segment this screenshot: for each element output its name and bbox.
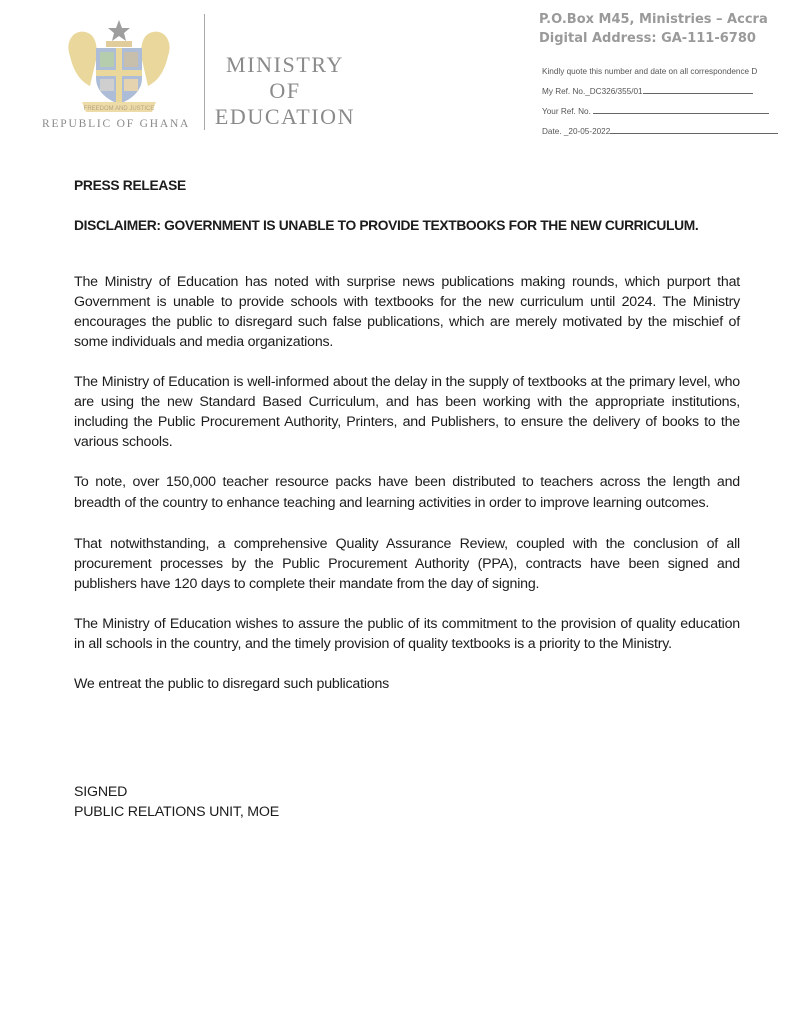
document-body: [74, 176, 740, 822]
body-paragraph-5: The Ministry of Education wishes to assure the public of its commitment to the provision of quality education in all schools in the country, and the timely provision of quality textbooks is a priority to the Ministry.: [74, 616, 740, 652]
ministry-line-1: MINISTRY: [226, 52, 344, 77]
ministry-line-2: OF: [269, 78, 301, 103]
coat-of-arms-icon: [60, 16, 178, 120]
date-line: [610, 124, 778, 134]
your-ref-row: [542, 102, 802, 122]
emblem-motto: FREEDOM AND JUSTICE: [83, 106, 155, 112]
address-line-1: P.O.Box M45, Ministries – Accra: [539, 12, 768, 27]
your-ref-label: Your Ref. No.: [542, 107, 591, 116]
reference-block: [542, 62, 802, 142]
address-line-2: Digital Address: GA-111-6780: [539, 31, 756, 46]
ministry-name: [206, 52, 364, 130]
your-ref-line: [593, 104, 769, 114]
signature-block: [74, 782, 740, 822]
body-paragraph-4: That notwithstanding, a comprehensive Quality Assurance Review, coupled with the conclusion of all procurement processes by the Public Procurement Authority (PPA), contracts have been signed and publishers have 120 days to complete their mandate from the day of signing.: [74, 536, 740, 592]
body-paragraph-1: The Ministry of Education has noted with surprise news publications making rounds, which purport that Government is unable to provide schools with textbooks for the new curriculum until 2024. The Ministry encourages the public to disregard such false publications, which are merely motivated by the mischief of some individuals and media organizations.: [74, 274, 740, 350]
date-row: [542, 122, 802, 142]
letterhead-divider: [204, 14, 205, 130]
republic-label: REPUBLIC OF GHANA: [42, 118, 191, 130]
quote-note: Kindly quote this number and date on all correspondence D: [542, 67, 758, 76]
my-ref-label: My Ref. No._DC326/355/01: [542, 87, 643, 96]
press-release-heading: PRESS RELEASE: [74, 178, 186, 193]
date-label: Date. _20-05-2022: [542, 127, 611, 136]
postal-address: [539, 10, 768, 48]
ministry-line-3: EDUCATION: [214, 104, 356, 129]
my-ref-row: [542, 82, 802, 102]
signatory: PUBLIC RELATIONS UNIT, MOE: [74, 804, 280, 820]
signed-label: SIGNED: [74, 784, 128, 800]
disclaimer-heading: DISCLAIMER: GOVERNMENT IS UNABLE TO PROVIDE TEXTBOOKS FOR THE NEW CURRICULUM.: [74, 218, 699, 233]
body-paragraph-3: To note, over 150,000 teacher resource packs have been distributed to teachers across the length and breadth of the country to enhance teaching and learning activities in order to improve learning outcomes.: [74, 474, 740, 511]
my-ref-line: [643, 84, 753, 94]
body-paragraph-2: The Ministry of Education is well-informed about the delay in the supply of textbooks at the primary level, who are using the new Standard Based Curriculum, and has been working with the appropriate institutions, including the Public Procurement Authority, Printers, and Publishers, to ensure the delivery of books to the various schools.: [74, 374, 740, 450]
body-paragraph-6: We entreat the public to disregard such publications: [74, 676, 390, 692]
